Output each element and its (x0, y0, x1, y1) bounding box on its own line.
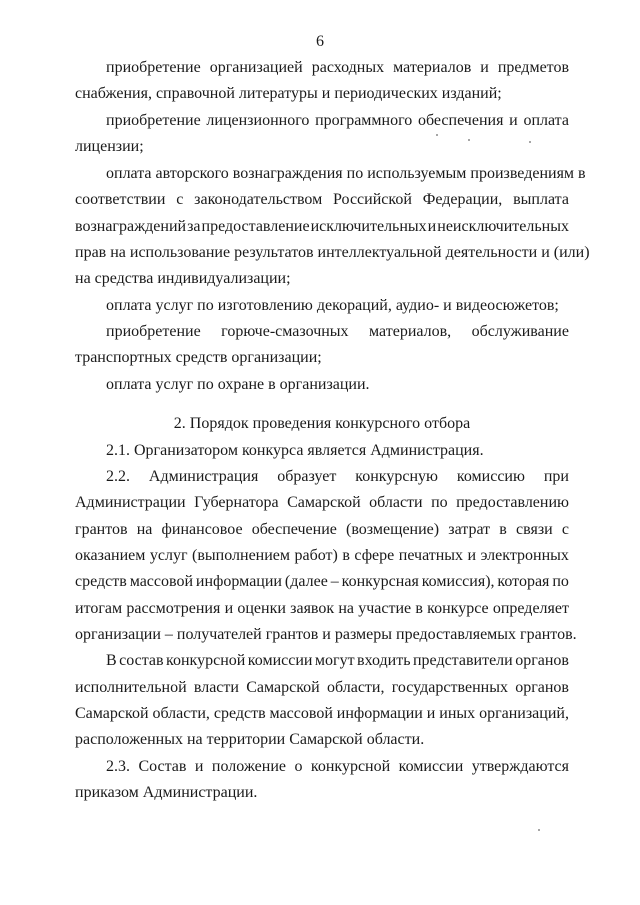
text-line: 2.1. Организатором конкурса является Администрация. (106, 442, 484, 459)
word: оказанием (75, 547, 146, 564)
text-line: на средства индивидуализации; (75, 270, 291, 287)
word: оценки (237, 600, 286, 617)
word: связи (516, 521, 553, 538)
word: приобретение (106, 59, 201, 76)
text-line (75, 520, 569, 540)
word: (возмещение) (346, 521, 440, 538)
word: материалов (393, 59, 472, 76)
text-line: оплата услуг по изготовлению декораций, аудио- и видеосюжетов; (106, 297, 559, 314)
word: конкурсную (355, 468, 438, 485)
word: услуг (149, 547, 188, 564)
word: комиссии (247, 652, 313, 669)
word: 2.2. (106, 468, 130, 485)
word: обслуживание (471, 323, 569, 340)
word: оплата (523, 112, 569, 129)
word: В (106, 652, 117, 669)
text-line: приказом Администрации. (75, 784, 258, 801)
word: и (194, 758, 204, 775)
word: Состав (138, 758, 187, 775)
word: при (543, 468, 569, 485)
text-line (75, 678, 569, 698)
word: комиссии (398, 758, 464, 775)
word: лицензионного (206, 112, 310, 129)
word: государственных (391, 679, 508, 696)
word: – (330, 573, 339, 590)
word: средств (213, 705, 266, 722)
text-line (106, 58, 569, 78)
scan-speck (468, 139, 470, 141)
word: расходных (311, 59, 385, 76)
word: Губернатора (194, 494, 279, 511)
word: комиссию (456, 468, 525, 485)
word: вознаграждений (75, 218, 187, 235)
text-line (106, 467, 569, 487)
scan-speck (529, 141, 531, 143)
word: области, (326, 679, 385, 696)
word: массовой (269, 705, 333, 722)
word: Федерации, (422, 191, 503, 208)
word: материалов, (369, 323, 452, 340)
scan-speck (436, 134, 438, 136)
word: (выполнением (192, 547, 291, 564)
text-line (75, 217, 569, 237)
word: и (509, 112, 518, 129)
word: представители (412, 652, 513, 669)
text-line (106, 757, 569, 777)
word: за (187, 218, 201, 235)
text-line (106, 651, 569, 671)
word: в (499, 521, 507, 538)
text-line: прав на использование результатов интеллектуальной деятельности и (или) (75, 244, 590, 261)
word: утверждаются (471, 758, 569, 775)
word: на (136, 521, 153, 538)
text-line (106, 111, 569, 131)
word: области, (152, 705, 210, 722)
text-line (75, 546, 569, 566)
word: конкурсная (341, 573, 419, 590)
word: организаций, (479, 705, 569, 722)
word: Самарской (75, 705, 149, 722)
word: исключительных (310, 218, 427, 235)
text-line (75, 704, 569, 724)
word: приобретение (106, 323, 201, 340)
text-line (106, 322, 569, 342)
word: входить (357, 652, 411, 669)
text-line: лицензии; (75, 138, 144, 155)
word: и (427, 218, 437, 235)
word: информации (336, 705, 423, 722)
word: приобретение (106, 112, 201, 129)
word: организацией (209, 59, 303, 76)
text-line (75, 493, 569, 513)
word: в (342, 547, 350, 564)
word: исполнительной (75, 679, 187, 696)
text-line: транспортных средств организации; (75, 349, 322, 366)
word: предоставление (201, 218, 310, 235)
word: и (224, 600, 234, 617)
word: рассмотрения (126, 600, 221, 617)
word: обеспечения (418, 112, 504, 129)
scan-speck (538, 829, 540, 831)
word: заявок (290, 600, 335, 617)
word: (далее (284, 573, 328, 590)
section-heading: 2. Порядок проведения конкурсного отбора (173, 415, 471, 432)
word: соответствии (75, 191, 166, 208)
word: органов (515, 652, 569, 669)
word: иных (439, 705, 476, 722)
word: выплата (513, 191, 569, 208)
word: горюче-смазочных (221, 323, 349, 340)
word: на (338, 600, 355, 617)
word: участие (358, 600, 412, 617)
word: грантов (75, 521, 128, 538)
word: 2.3. (106, 758, 130, 775)
word: конкурсной (166, 652, 246, 669)
word: неисключительных (437, 218, 569, 235)
word: Самарской (246, 679, 320, 696)
word: с (176, 191, 184, 208)
word: в (415, 600, 423, 617)
text-line (75, 572, 569, 592)
word: образует (277, 468, 337, 485)
page-number: 6 (316, 33, 324, 50)
word: органов (515, 679, 569, 696)
word: конкурсной (310, 758, 391, 775)
text-line (75, 190, 569, 210)
word: работ) (294, 547, 338, 564)
word: Самарской (287, 494, 361, 511)
word: печатных (398, 547, 464, 564)
word: могут (314, 652, 355, 669)
text-line: расположенных на территории Самарской области. (75, 731, 425, 748)
word: законодательством (194, 191, 323, 208)
word: средств (75, 573, 127, 590)
word: сфере (354, 547, 395, 564)
word: которая (497, 573, 550, 590)
word: информации (195, 573, 282, 590)
word: о (294, 758, 303, 775)
text-line: оплата услуг по охране в организации. (106, 376, 370, 393)
word: состав (119, 652, 164, 669)
word: конкурсе (427, 600, 489, 617)
text-line: организации – получателей грантов и размеры предоставляемых грантов. (75, 626, 577, 643)
word: и (467, 547, 477, 564)
word: и (480, 59, 489, 76)
word: положение (211, 758, 286, 775)
word: по (431, 494, 448, 511)
word: определяет (492, 600, 569, 617)
text-line (75, 599, 569, 619)
word: власти (193, 679, 239, 696)
word: электронных (480, 547, 569, 564)
word: области (369, 494, 423, 511)
word: Администрация (148, 468, 259, 485)
word: обеспечение (251, 521, 337, 538)
word: финансовое (161, 521, 243, 538)
word: Российской (333, 191, 412, 208)
word: и (426, 705, 436, 722)
text-line: оплата авторского вознаграждения по используемым произведениям в (106, 165, 586, 182)
word: комиссия), (421, 573, 495, 590)
word: итогам (75, 600, 123, 617)
word: предоставлению (456, 494, 569, 511)
word: Администрации (75, 494, 186, 511)
word: по (552, 573, 569, 590)
word: затрат (448, 521, 491, 538)
text-line: снабжения, справочной литературы и периодических изданий; (75, 85, 502, 102)
word: массовой (129, 573, 194, 590)
word: программного (315, 112, 413, 129)
word: предметов (497, 59, 569, 76)
word: с (561, 521, 569, 538)
